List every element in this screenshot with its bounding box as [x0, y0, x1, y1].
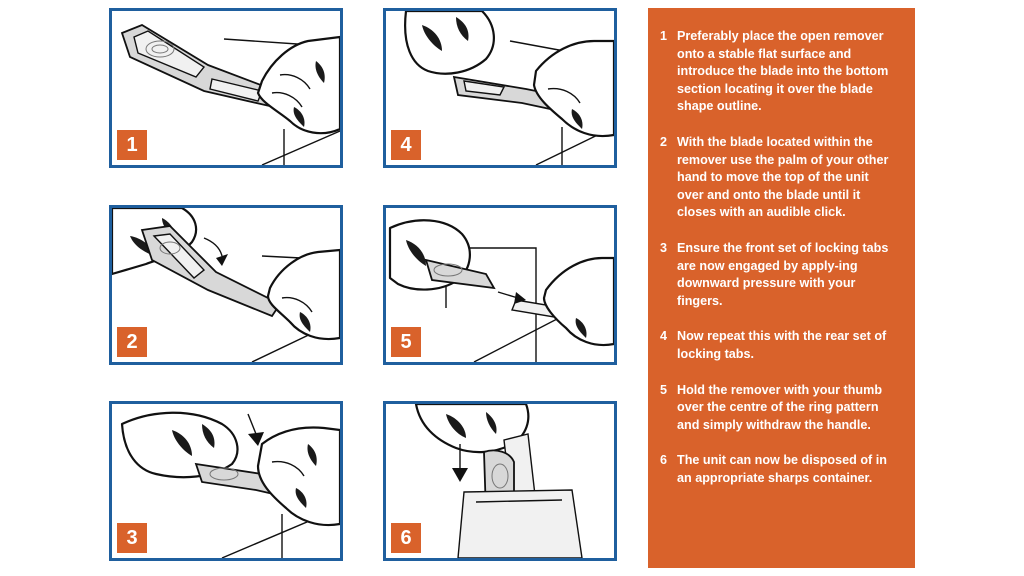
step-text: Hold the remover with your thumb over the centre of the ring pattern and simply withdraw the handle. — [677, 382, 883, 432]
step-number: 3 — [660, 240, 668, 255]
instruction-step — [660, 240, 895, 310]
instruction-panel-1 — [109, 8, 343, 168]
instruction-panel-3 — [109, 401, 343, 561]
instruction-panel-5 — [383, 205, 617, 365]
instruction-step — [660, 134, 895, 222]
step-number: 6 — [660, 453, 668, 468]
step-text: With the blade located within the remover use the palm of your other hand to move the top of the unit over and onto the blade until it closes with an audible click. — [677, 134, 889, 220]
step-text: Now repeat this with the rear set of locking tabs. — [677, 329, 887, 361]
instruction-step — [660, 382, 895, 435]
instructions-box — [648, 8, 915, 568]
step-text: Preferably place the open remover onto a stable flat surface and introduce the blade into the bottom section locating it over the blade shape outline. — [677, 29, 889, 114]
instruction-panel-4 — [383, 8, 617, 168]
step-badge-6: 6 — [391, 523, 421, 553]
instruction-step — [660, 28, 895, 116]
instruction-step — [660, 452, 895, 487]
instruction-panel-6 — [383, 401, 617, 561]
step-text: Ensure the front set of locking tabs are now engaged by apply-ing downward pressure with your fingers. — [677, 240, 889, 308]
step-text: The unit can now be disposed of in an appropriate sharps container. — [677, 453, 887, 485]
step-number: 4 — [660, 329, 668, 344]
step-number: 2 — [660, 134, 668, 149]
step-badge-2: 2 — [117, 327, 147, 357]
step-number: 1 — [660, 29, 668, 43]
instruction-step — [660, 328, 895, 363]
instruction-panel-2 — [109, 205, 343, 365]
step-badge-5: 5 — [391, 327, 421, 357]
step-number: 5 — [660, 382, 668, 397]
step-badge-4: 4 — [391, 130, 421, 160]
step-badge-1: 1 — [117, 130, 147, 160]
step-badge-3: 3 — [117, 523, 147, 553]
